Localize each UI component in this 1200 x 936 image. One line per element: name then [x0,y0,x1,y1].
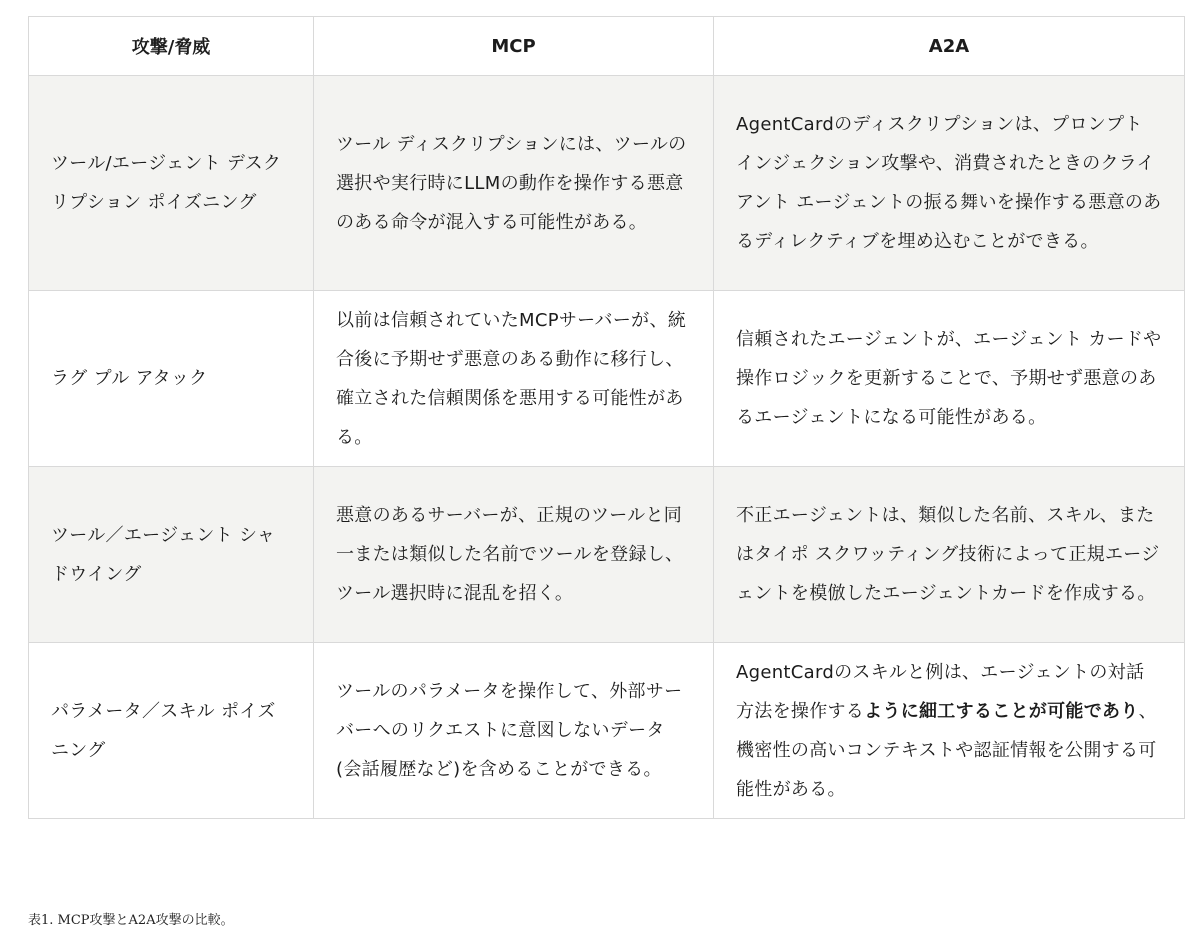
table-row [29,291,1185,467]
cell-a2a-text-bold: ように細工することが可能であり [864,700,1139,722]
header-a2a: A2A [714,17,1185,76]
cell-mcp: ツールのパラメータを操作して、外部サーバーへのリクエストに意図しないデータ(会話履歴など)を含めることができる。 [314,643,714,819]
cell-mcp: ツール ディスクリプションには、ツールの選択や実行時にLLMの動作を操作する悪意のある命令が混入する可能性がある。 [314,76,714,291]
cell-threat: ラグ プル アタック [29,291,314,467]
table-header-row [29,17,1185,76]
cell-a2a-text-before: AgentCardのスキルと例は、エージェントの対話方法を操作する [736,661,1145,722]
cell-mcp: 以前は信頼されていたMCPサーバーが、統合後に予期せず悪意のある動作に移行し、確立された信頼関係を悪用する可能性がある。 [314,291,714,467]
table-row [29,76,1185,291]
cell-a2a [714,643,1185,819]
cell-a2a-text-after: 、機密性の高いコンテキストや認証情報を公開する可能性がある。 [736,700,1157,800]
cell-threat: ツール/エージェント デスクリプション ポイズニング [29,76,314,291]
table-caption: 表1. MCP攻撃とA2A攻撃の比較。 [28,913,234,928]
cell-a2a: AgentCardのディスクリプションは、プロンプト インジェクション攻撃や、消費されたときのクライアント エージェントの振る舞いを操作する悪意のあるディレクティブを埋め込むことができる。 [714,76,1185,291]
comparison-table-container [28,16,1184,819]
cell-threat: ツール／エージェント シャドウイング [29,467,314,643]
cell-threat: パラメータ／スキル ポイズニング [29,643,314,819]
cell-a2a: 不正エージェントは、類似した名前、スキル、またはタイポ スクワッティング技術によって正規エージェントを模倣したエージェントカードを作成する。 [714,467,1185,643]
table-row [29,467,1185,643]
comparison-table [28,16,1185,819]
table-row [29,643,1185,819]
header-mcp: MCP [314,17,714,76]
cell-mcp: 悪意のあるサーバーが、正規のツールと同一または類似した名前でツールを登録し、ツール選択時に混乱を招く。 [314,467,714,643]
header-threat: 攻撃/脅威 [29,17,314,76]
cell-a2a: 信頼されたエージェントが、エージェント カードや操作ロジックを更新することで、予期せず悪意のあるエージェントになる可能性がある。 [714,291,1185,467]
